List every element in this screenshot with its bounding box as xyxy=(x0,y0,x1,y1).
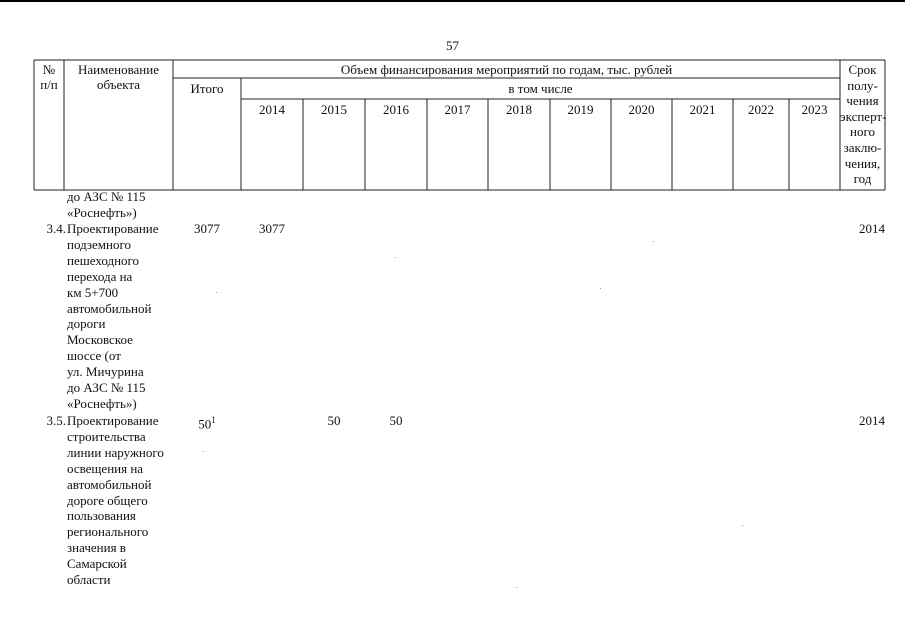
header-year-2014: 2014 xyxy=(259,102,285,117)
scan-speck xyxy=(653,241,654,242)
row-1-deadline: 2014 xyxy=(859,221,885,236)
header-num-col: № п/п xyxy=(40,62,58,92)
header-total: Итого xyxy=(190,81,224,96)
row-2-year-2015: 50 xyxy=(327,413,341,428)
header-including: в том числе xyxy=(508,81,573,96)
header-year-2018: 2018 xyxy=(506,102,532,117)
header-deadline: Срок полу- чения эксперт- ного заклю- чения, год xyxy=(840,62,887,187)
header-year-2016: 2016 xyxy=(383,102,409,117)
scan-speck xyxy=(203,451,204,452)
row-2-num: 3.5. xyxy=(46,413,66,428)
row-2-deadline: 2014 xyxy=(859,413,885,428)
row-0-name: до АЗС № 115 «Роснефть») xyxy=(67,189,146,220)
header-year-2015: 2015 xyxy=(321,102,347,117)
row-2-total-value: 50 xyxy=(198,416,212,432)
header-name-col: Наименование объекта xyxy=(78,62,159,92)
row-1-num: 3.4. xyxy=(46,221,66,236)
scan-speck xyxy=(742,525,743,526)
row-2-total xyxy=(173,413,241,432)
header-year-2020: 2020 xyxy=(628,102,655,117)
header-year-2023: 2023 xyxy=(801,102,828,117)
row-1-name: Проектирование подземного пешеходного перехода на км 5+700 автомобильной дороги Московское шоссе (от ул. Мичурина до АЗС № 115 «Роснефть») xyxy=(67,221,159,411)
row-2-name: Проектирование строительства линии наружного освещения на автомобильной дороге общего пользования регионального значения в Самарской области xyxy=(67,413,164,588)
header-financing-title: Объем финансирования мероприятий по годам, тыс. рублей xyxy=(340,62,673,77)
header-year-2021: 2021 xyxy=(689,102,716,117)
row-1-year-2014: 3077 xyxy=(259,221,285,236)
scan-speck xyxy=(216,292,217,293)
row-2-year-2016: 50 xyxy=(389,413,403,428)
scan-speck xyxy=(395,257,396,258)
row-1-total: 3077 xyxy=(194,221,220,236)
header-year-2017: 2017 xyxy=(444,102,471,117)
page-number: 57 xyxy=(446,38,459,53)
header-year-2022: 2022 xyxy=(748,102,774,117)
scan-speck xyxy=(600,288,601,289)
footnote-mark: 1 xyxy=(211,415,216,425)
scan-speck xyxy=(516,587,517,588)
header-year-2019: 2019 xyxy=(567,102,594,117)
